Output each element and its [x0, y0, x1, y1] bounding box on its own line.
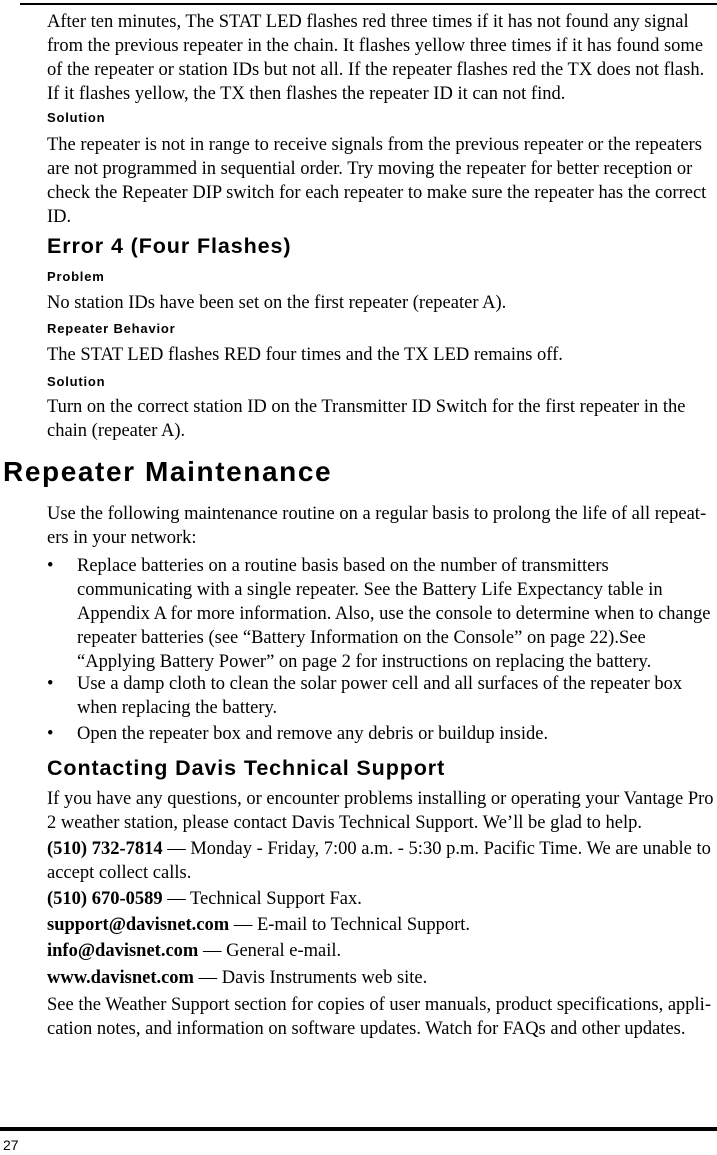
problem-text: No station IDs have been set on the first repeater (repeater A). [47, 293, 507, 313]
support-heading: Contacting Davis Technical Support [47, 756, 446, 780]
maintenance-intro: Use the following maintenance routine on a regular basis to prolong the life of all repeat-ers in your network: [47, 504, 707, 548]
website-desc: — Davis Instruments web site. [193, 968, 428, 988]
problem-label: Problem [47, 269, 105, 284]
intro-paragraph: After ten minutes, The STAT LED flashes red three times if it has not found any signal from the previous repeater in the chain. It flashes yellow three times if it has found some of the repeater or station IDs but not all. If the repeater flashes red the TX does not flash. If it flashes yellow, the TX then flashes the repeater ID it can not find. [47, 12, 705, 104]
bullet-icon: • [47, 724, 54, 744]
header-rule [20, 3, 717, 5]
list-item-text: Replace batteries on a routine basis based on the number of transmitters communicating with a single repeater. See the Battery Life Expectancy table in Appendix A for more information. Also, use the console to determine when to change repeater batteries (see “Battery Information on the Console” on page 22).See “Applying Battery Power” on page 2 for instructions on replacing the battery. [77, 556, 711, 672]
support-email-line [47, 913, 715, 937]
bullet-icon: • [47, 674, 54, 694]
page-number: 27 [3, 1137, 19, 1153]
error4-solution-text: Turn on the correct station ID on the Transmitter ID Switch for the first repeater in the chain (repeater A). [47, 397, 686, 441]
support-email: support@davisnet.com [47, 915, 230, 935]
behavior-label: Repeater Behavior [47, 321, 176, 336]
support-phone-line [47, 837, 715, 885]
support-intro: If you have any questions, or encounter problems installing or operating your Vantage Pro 2 weather station, please contact Davis Technical Support. We’ll be glad to help. [47, 789, 714, 833]
support-fax: (510) 670-0589 [47, 889, 163, 909]
support-fax-desc: — Technical Support Fax. [162, 889, 362, 909]
footer-rule [0, 1127, 717, 1131]
website: www.davisnet.com [47, 968, 194, 988]
list-item-text: Open the repeater box and remove any debris or buildup inside. [77, 724, 549, 744]
error4-solution-label: Solution [47, 374, 106, 389]
list-item [47, 672, 715, 720]
support-fax-line [47, 887, 715, 911]
list-item [47, 554, 715, 674]
info-email-desc: — General e-mail. [198, 941, 342, 961]
list-item [47, 722, 715, 746]
maintenance-heading: Repeater Maintenance [3, 456, 333, 487]
solution-label: Solution [47, 110, 106, 125]
solution-text: The repeater is not in range to receive signals from the previous repeater or the repeaters are not programmed in sequential order. Try moving the repeater for better reception or check the Repeater DIP switch for each repeater to make sure the repeater has the correct ID. [47, 135, 707, 227]
info-email-line [47, 939, 715, 963]
error4-heading: Error 4 (Four Flashes) [47, 234, 292, 258]
support-email-desc: — E-mail to Technical Support. [229, 915, 471, 935]
info-email: info@davisnet.com [47, 941, 199, 961]
bullet-icon: • [47, 556, 54, 576]
support-phone-desc: — Monday - Friday, 7:00 a.m. - 5:30 p.m. Pacific Time. We are unable to accept collect calls. [47, 839, 711, 883]
website-line [47, 966, 715, 990]
support-closing: See the Weather Support section for copies of user manuals, product specifications, appli-cation notes, and information on software updates. Watch for FAQs and other updates. [47, 995, 711, 1039]
list-item-text: Use a damp cloth to clean the solar power cell and all surfaces of the repeater box when replacing the battery. [77, 674, 683, 718]
behavior-text: The STAT LED flashes RED four times and the TX LED remains off. [47, 345, 563, 365]
support-phone: (510) 732-7814 [47, 839, 163, 859]
